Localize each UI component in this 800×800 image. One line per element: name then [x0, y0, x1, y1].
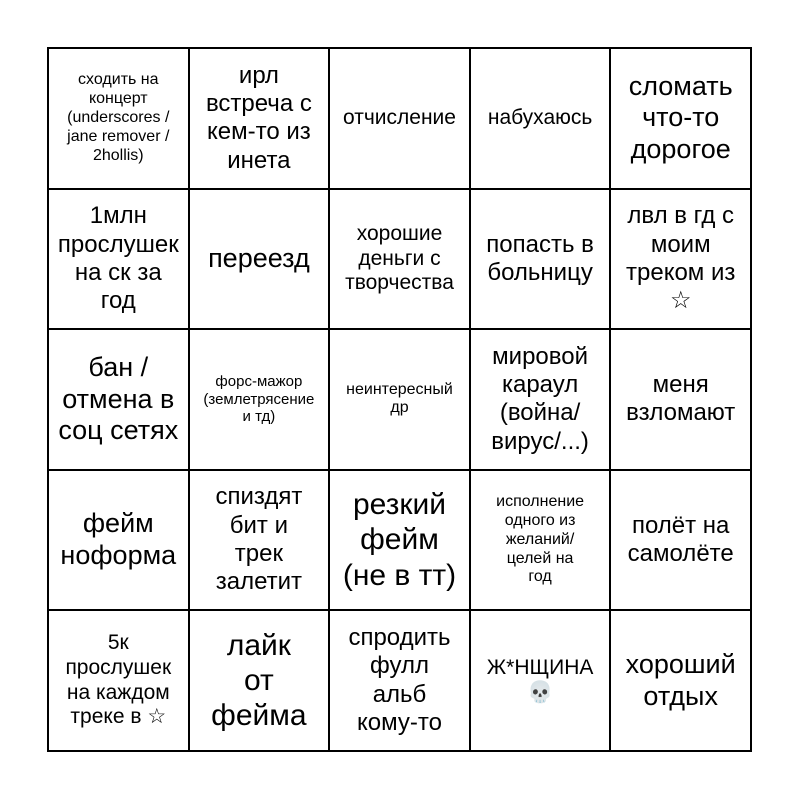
- bingo-cell-r1c2[interactable]: [190, 49, 331, 190]
- bingo-cell-r2c5[interactable]: [611, 190, 752, 331]
- cell-text: Ж*НЩИНА 💀: [486, 655, 594, 704]
- bingo-cell-r5c3[interactable]: [330, 611, 471, 752]
- bingo-cell-r1c3[interactable]: [330, 49, 471, 190]
- cell-text: хороший отдых: [625, 648, 736, 711]
- bingo-cell-r4c3[interactable]: [330, 471, 471, 612]
- bingo-cell-r3c2[interactable]: [190, 330, 331, 471]
- cell-text: переезд: [208, 242, 310, 273]
- bingo-cell-r5c2[interactable]: [190, 611, 331, 752]
- bingo-cell-r4c2[interactable]: [190, 471, 331, 612]
- cell-text: меня взломают: [626, 371, 736, 427]
- cell-text: набухаюсь: [487, 105, 593, 129]
- cell-text: отчисление: [343, 105, 456, 129]
- bingo-cell-r4c4[interactable]: [471, 471, 612, 612]
- bingo-cell-r2c4[interactable]: [471, 190, 612, 331]
- cell-text: полёт на самолёте: [627, 511, 734, 568]
- bingo-cell-r2c3[interactable]: [330, 190, 471, 331]
- cell-text: фейм ноформа: [60, 508, 177, 571]
- cell-text: лайк от фейма: [211, 628, 307, 733]
- cell-text: спиздят бит и трек залетит: [215, 483, 303, 596]
- cell-text: сходить на концерт (underscores / jane remover / 2hollis): [67, 71, 170, 164]
- cell-text: форс-мажор (землетрясение и тд): [203, 372, 315, 426]
- bingo-cell-r3c3[interactable]: [330, 330, 471, 471]
- bingo-cell-r2c2[interactable]: [190, 190, 331, 331]
- bingo-cell-r1c1[interactable]: [49, 49, 190, 190]
- cell-text: хорошие деньги с творчества: [345, 221, 454, 295]
- cell-text: ирл встреча с кем-то из инета: [205, 61, 312, 174]
- cell-text: 5к прослушек на каждом треке в ☆: [65, 631, 172, 729]
- cell-text: попасть в больницу: [486, 230, 594, 286]
- bingo-board: [47, 47, 752, 752]
- bingo-cell-r5c4[interactable]: [471, 611, 612, 752]
- bingo-cell-r1c5[interactable]: [611, 49, 752, 190]
- bingo-cell-r5c1[interactable]: [49, 611, 190, 752]
- bingo-cell-r3c5[interactable]: [611, 330, 752, 471]
- cell-text: сломать что-то дорогое: [628, 70, 733, 165]
- bingo-cell-r4c1[interactable]: [49, 471, 190, 612]
- bingo-cell-r2c1[interactable]: [49, 190, 190, 331]
- bingo-cell-r3c4[interactable]: [471, 330, 612, 471]
- cell-text: 1млн прослушек на ск за год: [57, 202, 179, 315]
- bingo-cell-r3c1[interactable]: [49, 330, 190, 471]
- cell-text: лвл в гд с моим треком из ☆: [626, 202, 736, 315]
- bingo-cell-r5c5[interactable]: [611, 611, 752, 752]
- cell-text: резкий фейм (не в тт): [342, 488, 457, 592]
- cell-text: мировой караул (война/ вирус/...): [491, 342, 589, 455]
- cell-text: неинтересный др: [346, 380, 453, 417]
- cell-text: исполнение одного из желаний/ целей на год: [496, 492, 585, 586]
- bingo-cell-r1c4[interactable]: [471, 49, 612, 190]
- cell-text: спродить фулл альб кому-то: [348, 624, 451, 736]
- cell-text: бан / отмена в соц сетях: [58, 351, 179, 446]
- bingo-cell-r4c5[interactable]: [611, 471, 752, 612]
